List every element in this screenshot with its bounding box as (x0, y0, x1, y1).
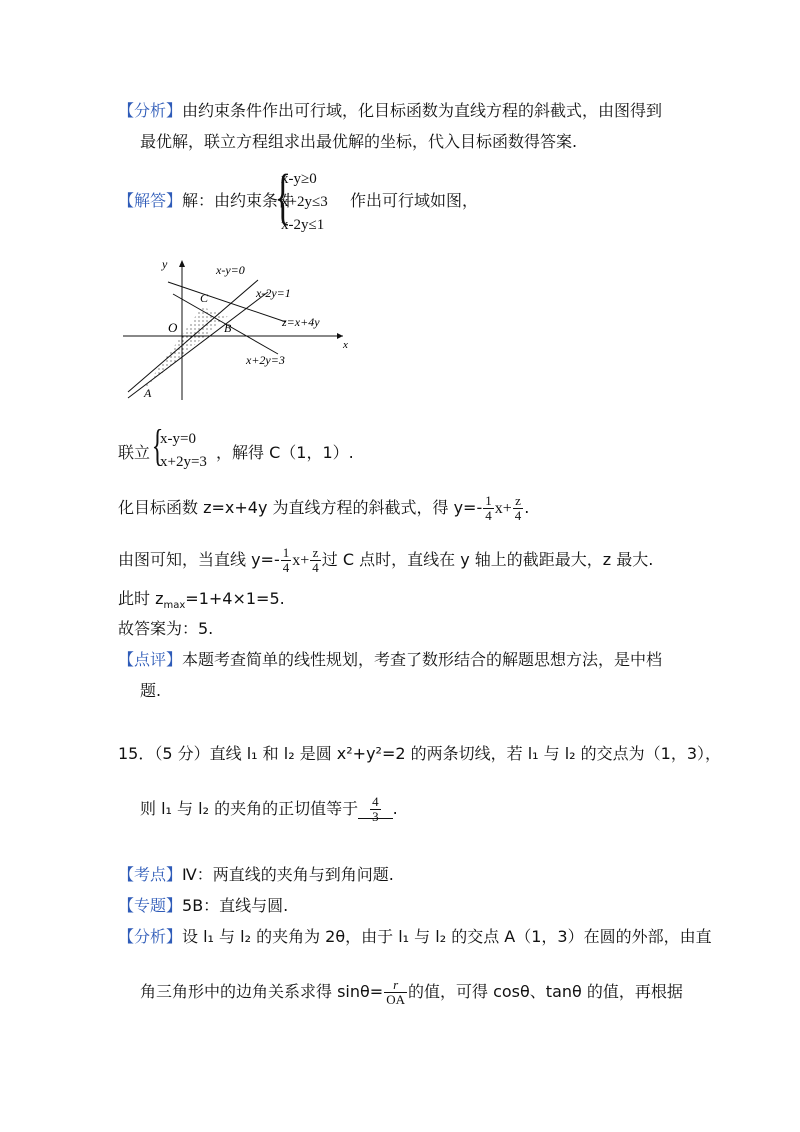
zmax-line: 此时 $z_{max}=1+4\times 1=5$. (118, 589, 285, 612)
answer-blank: $\frac{4}{3}$ (358, 799, 393, 819)
lianli-label: 联立 (118, 443, 151, 462)
comment-tag: 【点评】 (118, 650, 183, 669)
system-eq-1: x-y=0 (160, 431, 196, 447)
y-label: y (162, 257, 168, 271)
constraint-1: x-y≥0 (281, 171, 317, 187)
fraction-1-4-b: $\frac{1}{4}$ (282, 545, 290, 575)
analysis-15-tag: 【分析】 (118, 927, 183, 946)
constraint-2: x+2y≤3 (281, 194, 328, 210)
label-l1: x-y=0 (216, 263, 245, 277)
label-C: C (200, 291, 209, 305)
x-label: x (343, 339, 348, 351)
label-B: B (224, 321, 232, 335)
comment-line-1: 【点评】本题考查简单的线性规划，考查了数形结合的解题思想方法，是中档 (118, 650, 663, 669)
zhuanti-tag: 【专题】 (118, 896, 183, 915)
solution-suffix: 作出可行域如图， (350, 191, 479, 210)
kaodian-line: 【考点】Ⅳ：两直线的夹角与到角问题. (118, 865, 394, 884)
lianli-result: ，解得 C（1，1）. (216, 443, 354, 462)
feasible-region-graph (118, 252, 358, 412)
objective-line: 化目标函数 z=x+4y 为直线方程的斜截式，得 y=- $\frac{1}{4}$ x+ $\frac{z}{4}$ . (118, 493, 530, 523)
zhuanti-line: 【专题】5B：直线与圆. (118, 896, 289, 915)
fraction-z-4-b: $\frac{z}{4}$ (312, 545, 319, 575)
analysis-line-1: 【分析】由约束条件作出可行域，化目标函数为直线方程的斜截式，由图得到 (118, 101, 663, 120)
solution-line: 【解答】解：由约束条件 (118, 191, 295, 210)
analysis-line-2: 最优解，联立方程组求出最优解的坐标，代入目标函数得答案. (140, 132, 578, 151)
fraction-z-4: $\frac{z}{4}$ (514, 493, 522, 523)
label-l3: z=x+4y (282, 315, 320, 329)
constraint-3: x-2y≤1 (281, 217, 325, 233)
fraction-1-4: $\frac{1}{4}$ (485, 493, 492, 523)
label-O: O (168, 320, 178, 335)
fraction-r-OA: $\frac{r}{OA}$ (386, 977, 405, 1007)
question-15-line-1: 15．（5 分）直线 l₁ 和 l₂ 是圆 x²+y²=2 的两条切线，若 l₁ 与 l₂ 的交点为（1，3）， (118, 744, 722, 763)
system-brace: { (151, 421, 164, 470)
kaodian-tag: 【考点】 (118, 865, 183, 884)
comment-line-2: 题. (140, 681, 162, 700)
analysis-15-line-2: 角三角形中的边角关系求得 sinθ= $\frac{r}{OA}$ 的值，可得 cosθ、tanθ 的值，再根据 (140, 977, 683, 1007)
analysis-tag: 【分析】 (118, 101, 183, 120)
label-A: A (144, 386, 152, 400)
figure-conclusion-line: 由图可知，当直线 y=- $\frac{1}{4}$ x+ $\frac{z}{4}$ 过 C 点时，直线在 y 轴上的截距最大，z 最大. (118, 545, 654, 575)
constraint-brace: { (274, 163, 292, 231)
label-l2: x-2y=1 (256, 286, 291, 300)
answer-line: 故答案为：5. (118, 619, 214, 638)
system-eq-2: x+2y=3 (160, 454, 207, 470)
label-l4: x+2y=3 (246, 353, 285, 367)
analysis-15-line-1: 【分析】设 l₁ 与 l₂ 的夹角为 2θ，由于 l₁ 与 l₂ 的交点 A（1，3）在圆的外部，由直 (118, 927, 712, 946)
question-15-line-2: 则 l₁ 与 l₂ 的夹角的正切值等于 $\frac{4}{3}$ . (140, 794, 398, 824)
solution-tag: 【解答】 (118, 191, 183, 210)
